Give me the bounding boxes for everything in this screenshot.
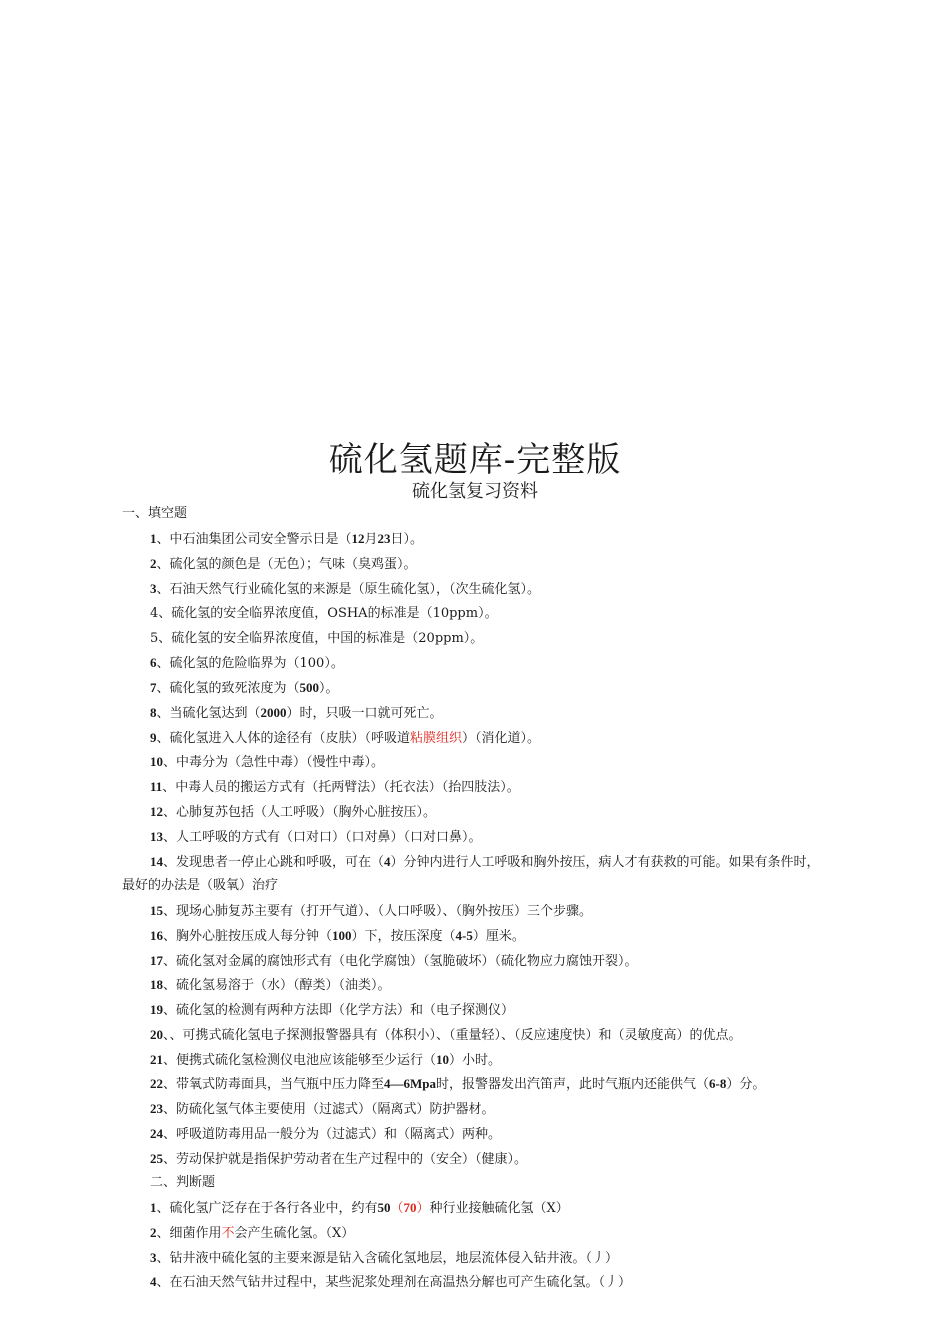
judge-item-4: 4、在石油天然气钻井过程中，某些泥浆处理剂在高温热分解也可产生硫化氢。（丿）: [150, 1274, 632, 1290]
judge-item-2: 2、细菌作用不会产生硫化氢。（X）: [150, 1225, 355, 1241]
fill-item-22: 22、带氧式防毒面具，当气瓶中压力降至4—6Mpa时，报警器发出汽笛声，此时气瓶内还能供气（6-8）分。: [150, 1076, 766, 1092]
judge-item-3: 3、钻井液中硫化氢的主要来源是钻入含硫化氢地层，地层流体侵入钻井液。（丿）: [150, 1250, 619, 1266]
fill-item-23: 23、防硫化氢气体主要使用（过滤式）（隔离式）防护器材。: [150, 1101, 495, 1117]
document-subtitle: 硫化氢复习资料: [412, 481, 538, 502]
fill-item-1: 1、中石油集团公司安全警示日是（12月23日）。: [150, 531, 424, 547]
fill-item-13: 13、人工呼吸的方式有（口对口）（口对鼻）（口对口鼻）。: [150, 829, 482, 845]
section-heading-fill: 一、填空题: [122, 506, 188, 521]
document-title: 硫化氢题库-完整版: [328, 440, 622, 480]
fill-item-25: 25、劳动保护就是指保护劳动者在生产过程中的（安全）（健康）。: [150, 1151, 528, 1167]
fill-item-12: 12、心肺复苏包括（人工呼吸）（胸外心脏按压）。: [150, 804, 437, 820]
fill-item-19: 19、硫化氢的检测有两种方法即（化学方法）和（电子探测仪）: [150, 1002, 515, 1018]
fill-item-16: 16、胸外心脏按压成人每分钟（100）下，按压深度（4-5）厘米。: [150, 928, 525, 944]
fill-item-10: 10、中毒分为（急性中毒）（慢性中毒）。: [150, 754, 385, 770]
fill-item-5: 5、硫化氢的安全临界浓度值，中国的标准是（20ppm）。: [150, 631, 484, 646]
fill-item-4: 4、硫化氢的安全临界浓度值，OSHA的标准是（10ppm）。: [150, 606, 498, 621]
fill-item-9: 9、硫化氢进入人体的途径有（皮肤）（呼吸道粘膜组织）（消化道）。: [150, 730, 541, 746]
fill-item-24: 24、呼吸道防毒用品一般分为（过滤式）和（隔离式）两种。: [150, 1126, 502, 1142]
fill-item-3: 3、石油天然气行业硫化氢的来源是（原生硫化氢），（次生硫化氢）。: [150, 581, 541, 597]
fill-item-14: 14、发现患者一停止心跳和呼吸，可在（4）分钟内进行人工呼吸和胸外按压，病人才有获救的可能。如果有条件时，: [150, 854, 820, 870]
section-heading-judge: 二、判断题: [150, 1175, 216, 1190]
fill-item-21: 21、便携式硫化氢检测仪电池应该能够至少运行（10）小时。: [150, 1052, 502, 1068]
fill-item-6: 6、硫化氢的危险临界为（100）。: [150, 655, 344, 671]
judge-item-1: 1、硫化氢广泛存在于各行各业中，约有50（70）种行业接触硫化氢（X）: [150, 1200, 569, 1216]
fill-item-20: 20、、可携式硫化氢电子探测报警器具有（体积小）、（重量轻）、（反应速度快）和（灵敏度高）的优点。: [150, 1027, 742, 1043]
fill-item-14-continuation: 最好的办法是（吸氧）治疗: [122, 878, 279, 893]
fill-item-11: 11、中毒人员的搬运方式有（托两臂法）（托衣法）（抬四肢法）。: [150, 779, 520, 795]
fill-item-7: 7、硫化氢的致死浓度为（500）。: [150, 680, 339, 696]
fill-item-8: 8、当硫化氢达到（2000）时，只吸一口就可死亡。: [150, 705, 443, 721]
fill-item-15: 15、现场心肺复苏主要有（打开气道）、（人口呼吸）、（胸外按压）三个步骤。: [150, 903, 593, 919]
fill-item-17: 17、硫化氢对金属的腐蚀形式有（电化学腐蚀）（氢脆破坏）（硫化物应力腐蚀开裂）。: [150, 953, 638, 969]
fill-item-18: 18、硫化氢易溶于（水）（醇类）（油类）。: [150, 977, 391, 993]
fill-item-2: 2、硫化氢的颜色是（无色）；气味（臭鸡蛋）。: [150, 556, 417, 572]
